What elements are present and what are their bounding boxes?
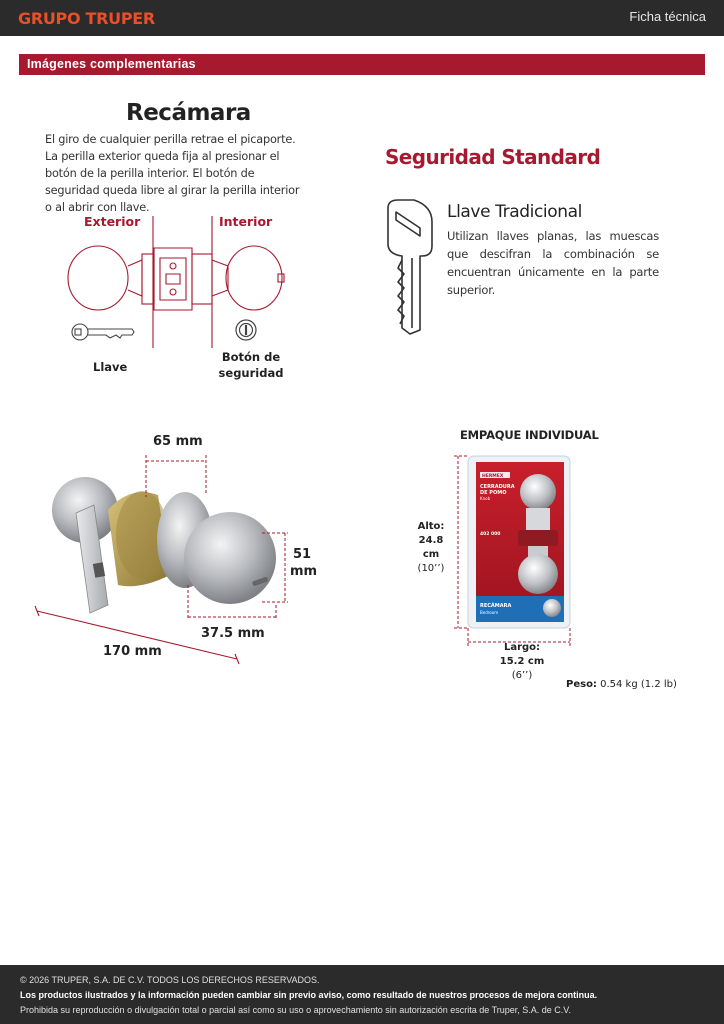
label-safety-button-line2: seguridad <box>218 366 284 380</box>
package-product-line2: DE POMO <box>480 490 507 496</box>
package-weight-value: 0.54 kg (1.2 lb) <box>596 679 677 690</box>
security-title: Seguridad Standard <box>385 145 601 169</box>
label-safety-button <box>218 349 284 381</box>
package-width <box>490 641 554 683</box>
traditional-key-icon <box>384 198 436 336</box>
package-image <box>440 450 600 650</box>
package-model: 402 000 <box>480 532 501 537</box>
package-weight-label: Peso: <box>566 679 597 690</box>
dimension-depth: 65 mm <box>153 434 203 449</box>
package-width-label: Largo: <box>503 642 541 653</box>
top-bar <box>0 0 724 36</box>
package-room: RECÁMARA <box>480 603 512 609</box>
room-description: El giro de cualquier perilla retrae el picaporte. La perilla exterior queda fija al presionar el botón de la perilla interior. El botón de seguridad queda libre al girar la perilla interior o al abrir con llave. <box>45 133 300 214</box>
footer-prohibition: Prohibida su reproducción o divulgación total o parcial así como su uso o aprovechamiento sin autorización escrita de Truper, S.A. de C.V. <box>20 1005 571 1015</box>
safety-button-icon <box>236 320 256 340</box>
package-product-en: Knob <box>480 496 491 501</box>
dimension-height <box>290 546 318 580</box>
document-type: Ficha técnica <box>629 9 706 24</box>
section-header <box>19 54 705 75</box>
package-room-en: Bedroom <box>480 610 499 615</box>
label-interior: Interior <box>219 214 273 229</box>
package-weight <box>566 679 677 690</box>
package-height-cm: 24.8 cm <box>418 535 444 560</box>
key-type-title: Llave Tradicional <box>447 202 582 222</box>
footer-notice: Los productos ilustrados y la información pueden cambiar sin previo aviso, como resultado de nuestros procesos de mejora continua. <box>20 990 598 1000</box>
lock-function-diagram <box>60 208 295 358</box>
key-type-description: Utilizan llaves planas, las muescas que descifran la combinación se encuentran únicamente en la parte superior. <box>447 229 659 297</box>
label-safety-button-line1: Botón de <box>221 350 281 364</box>
package-height-in: (10’’) <box>417 563 445 574</box>
package-height-label: Alto: <box>417 521 445 532</box>
footer-copyright: © 2026 TRUPER, S.A. DE C.V. TODOS LOS DERECHOS RESERVADOS. <box>20 975 320 985</box>
package-width-in: (6’’) <box>511 670 533 681</box>
dimension-total: 170 mm <box>103 644 162 659</box>
brand-logo: GRUPO TRUPER <box>18 9 155 28</box>
label-key: Llave <box>93 360 128 374</box>
package-width-cm: 15.2 cm <box>499 656 545 667</box>
dimension-height-unit: mm <box>290 564 318 579</box>
key-icon <box>72 324 134 340</box>
dimension-height-value: 51 <box>292 547 312 562</box>
package-title: EMPAQUE INDIVIDUAL <box>460 428 599 442</box>
dimension-knob: 37.5 mm <box>201 626 265 641</box>
footer <box>0 965 724 1024</box>
package-product-line1: CERRADURA <box>480 484 515 490</box>
label-exterior: Exterior <box>84 214 141 229</box>
section-title: Imágenes complementarias <box>27 57 196 71</box>
room-title: Recámara <box>126 100 251 126</box>
package-height <box>410 520 452 576</box>
package-brand: HERMEX <box>482 474 504 479</box>
